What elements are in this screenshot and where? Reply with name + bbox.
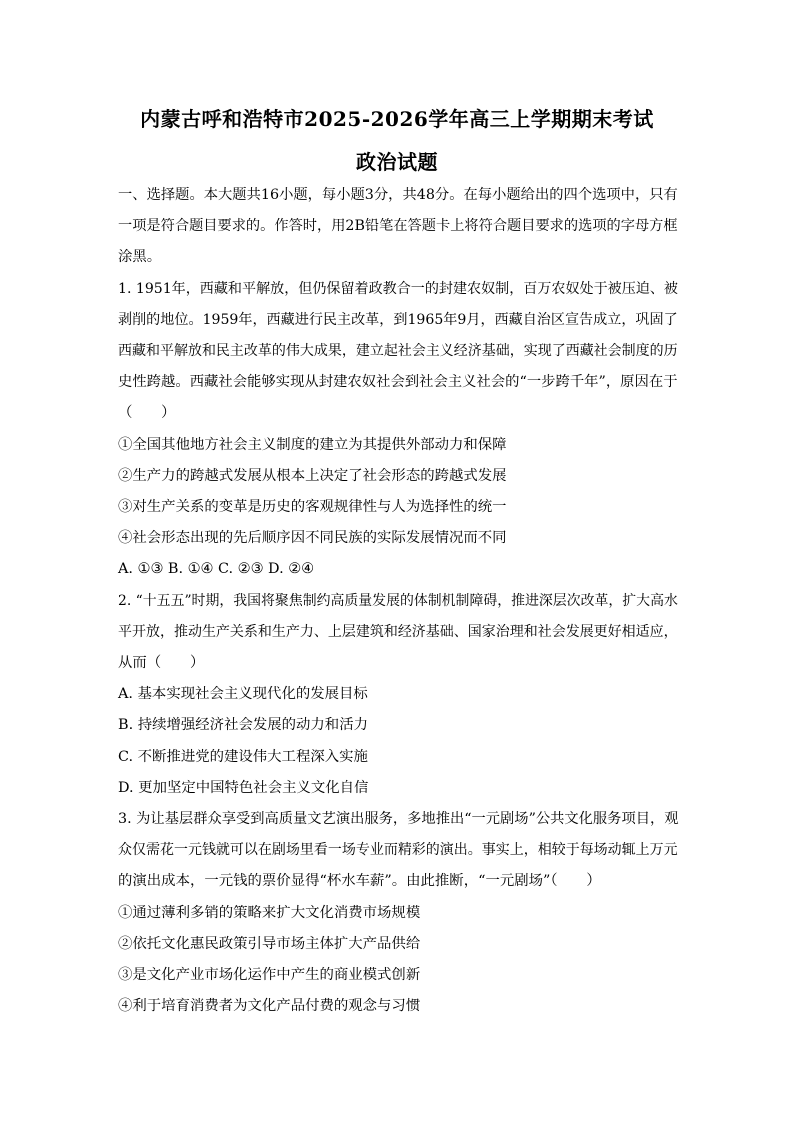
section-instruction-line: 一项是符合题目要求的。作答时，用2B铅笔在答题卡上将符合题目要求的选项的字母方框: [118, 218, 678, 234]
question-3-stem-line: 众仅需花一元钱就可以在剧场里看一场专业而精彩的演出。事实上，相较于每场动辄上万元: [118, 842, 678, 858]
section-instruction-line: 一、选择题。本大题共16小题，每小题3分，共48分。在每小题给出的四个选项中，只有: [118, 187, 678, 203]
exam-subtitle: 政治试题: [356, 150, 438, 174]
question-2-stem-line: 平开放，推动生产关系和生产力、上层建筑和经济基础、国家治理和社会发展更好相适应，: [118, 624, 678, 640]
question-1-stem-line: 剥削的地位。1959年，西藏进行民主改革，到1965年9月，西藏自治区宣告成立，巩固了: [118, 312, 678, 328]
question-3-option: ④利于培育消费者为文化产品付费的观念与习惯: [118, 998, 421, 1014]
question-2-option: B. 持续增强经济社会发展的动力和活力: [118, 717, 368, 733]
question-1-choices: A. ①③ B. ①④ C. ②③ D. ②④: [118, 561, 315, 577]
question-3-stem-line: 的演出成本，一元钱的票价显得“杯水车薪”。由此推断，“一元剧场”（ ）: [118, 873, 601, 889]
question-1-answer-bracket: （ ）: [118, 405, 176, 421]
question-1-stem-line: 史性跨越。西藏社会能够实现从封建农奴社会到社会主义社会的“一步跨千年”，原因在于: [118, 374, 678, 390]
exam-title: 内蒙古呼和浩特市2025-2026学年高三上学期期末考试: [140, 107, 654, 131]
question-2-option: D. 更加坚定中国特色社会主义文化自信: [118, 780, 369, 796]
section-instruction-line: 涂黑。: [118, 249, 162, 265]
question-1-option: ①全国其他地方社会主义制度的建立为其提供外部动力和保障: [118, 437, 507, 453]
question-3-option: ③是文化产业市场化运作中产生的商业模式创新: [118, 967, 421, 983]
question-1-stem-line: 西藏和平解放和民主改革的伟大成果，建立起社会主义经济基础，实现了西藏社会制度的历: [118, 343, 678, 359]
question-1-stem-line: 1. 1951年，西藏和平解放，但仍保留着政教合一的封建农奴制，百万农奴处于被压迫、被: [118, 281, 678, 297]
question-3-option: ①通过薄利多销的策略来扩大文化消费市场规模: [118, 905, 421, 921]
question-2-option: C. 不断推进党的建设伟大工程深入实施: [118, 749, 368, 765]
question-1-option: ②生产力的跨越式发展从根本上决定了社会形态的跨越式发展: [118, 468, 507, 484]
question-1-option: ③对生产关系的变革是历史的客观规律性与人为选择性的统一: [118, 499, 507, 515]
question-3-stem-line: 3. 为让基层群众享受到高质量文艺演出服务，多地推出“一元剧场”公共文化服务项目，观: [118, 811, 679, 827]
question-2-option: A. 基本实现社会主义现代化的发展目标: [118, 686, 368, 702]
question-1-option: ④社会形态出现的先后顺序因不同民族的实际发展情况而不同: [118, 530, 507, 546]
question-2-stem-line: 2. “十五五”时期，我国将聚焦制约高质量发展的体制机制障碍，推进深层次改革，扩大高水: [118, 593, 678, 609]
question-3-option: ②依托文化惠民政策引导市场主体扩大产品供给: [118, 936, 421, 952]
question-2-stem-line: 从而（ ）: [118, 655, 205, 671]
